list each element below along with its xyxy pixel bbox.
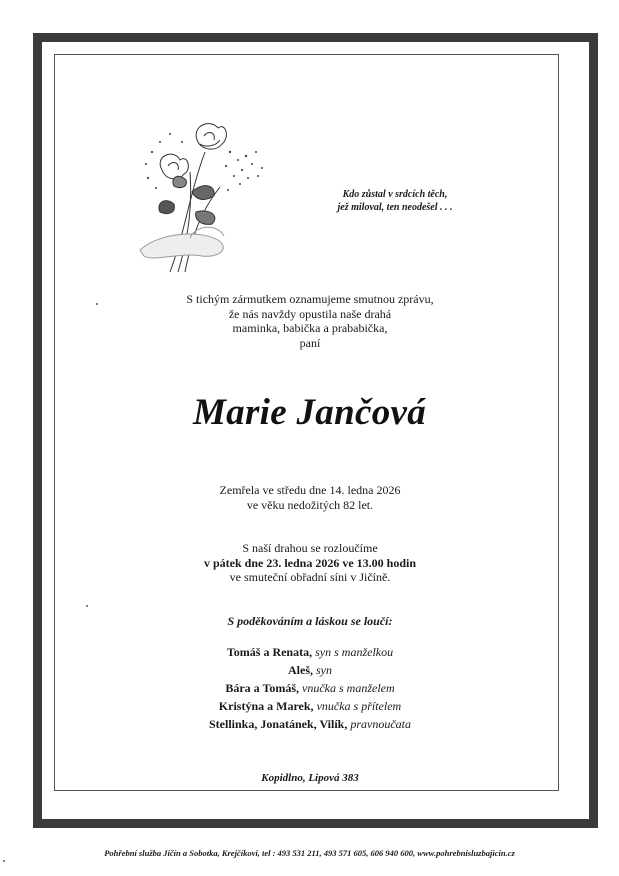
list-item <box>120 715 500 733</box>
scan-speck <box>86 605 88 607</box>
memorial-quote <box>300 188 490 214</box>
funeral-date-time: v pátek dne 23. ledna 2026 ve 13.00 hodin <box>203 555 417 570</box>
death-line-1: Zemřela ve středu dne 14. ledna 2026 <box>219 483 401 497</box>
scan-speck <box>3 860 5 862</box>
roses-bouquet-illustration <box>130 112 275 282</box>
list-item <box>120 679 500 697</box>
mourner-relation: pravnoučata <box>350 717 412 731</box>
list-item <box>120 697 500 715</box>
funeral-line-1: S naší drahou se rozloučíme <box>242 541 378 555</box>
mourner-name: Bára a Tomáš, <box>225 681 300 695</box>
death-line-2: ve věku nedožitých 82 let. <box>246 497 374 512</box>
address: Kopidlno, Lipová 383 <box>261 772 359 784</box>
mourner-relation: syn s manželkou <box>315 645 394 659</box>
funeral-location: ve smuteční obřadní síni v Jičíně. <box>229 570 391 584</box>
mourners-list <box>120 643 500 733</box>
mourner-relation: syn <box>316 663 332 677</box>
intro-line-4: paní <box>299 335 321 350</box>
list-item <box>120 661 500 679</box>
intro-line-2: že nás navždy opustila naše drahá <box>228 306 392 321</box>
funeral-info <box>130 541 490 585</box>
mourner-name: Aleš, <box>288 663 313 677</box>
quote-line-1: Kdo zůstal v srdcích těch, <box>342 189 448 200</box>
intro-line-1: S tichým zármutkem oznamujeme smutnou zprávu, <box>186 292 434 306</box>
funeral-service-footer: Pohřební služba Jičín a Sobotka, Krejčíkovi, tel : 493 531 211, 493 571 605, 606 940 600, www.pohrebnisluzbajicin.cz <box>104 848 515 858</box>
announcement-intro <box>150 292 470 350</box>
mourner-name: Tomáš a Renata, <box>226 645 313 659</box>
mourner-relation: vnučka s přítelem <box>316 699 402 713</box>
thanks-heading: S poděkováním a láskou se loučí: <box>227 614 393 628</box>
quote-line-2: jež miloval, ten neodešel . . . <box>337 202 453 213</box>
list-item <box>120 643 500 661</box>
mourner-relation: vnučka s manželem <box>302 681 395 695</box>
mourner-name: Stellinka, Jonatánek, Vilík, <box>208 717 348 731</box>
death-info <box>130 483 490 512</box>
intro-line-3: maminka, babička a prababička, <box>232 321 388 335</box>
deceased-name: Marie Jančová <box>192 392 427 433</box>
scan-speck <box>96 303 98 305</box>
mourner-name: Kristýna a Marek, <box>218 699 314 713</box>
